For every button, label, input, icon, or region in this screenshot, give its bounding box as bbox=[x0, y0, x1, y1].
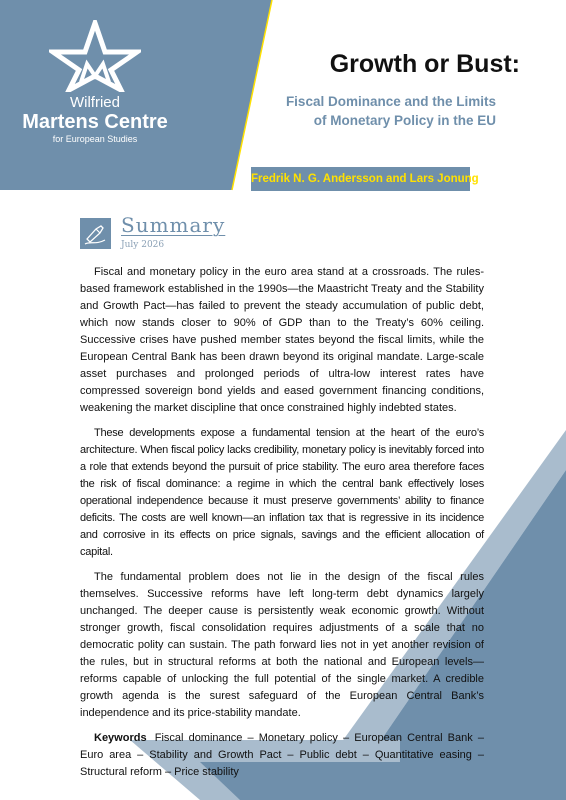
subtitle-line-1: Fiscal Dominance and the Limits bbox=[285, 94, 496, 109]
martens-centre-logo[interactable] bbox=[20, 20, 170, 145]
summary-body bbox=[80, 264, 484, 789]
summary-date: July 2026 bbox=[121, 240, 165, 250]
pen-nib-icon bbox=[80, 218, 111, 249]
document-subtitle bbox=[260, 92, 496, 130]
keywords bbox=[80, 730, 484, 781]
subtitle-line-2: of Monetary Policy in the EU bbox=[313, 113, 496, 128]
authors-banner: Fredrik N. G. Andersson and Lars Jonung bbox=[251, 167, 470, 191]
keywords-text: Fiscal dominance – Monetary policy – European Central Bank – Euro area – Stability and Growth Pact – Public debt – Quantitative easing – Structural reform – Price stability bbox=[80, 732, 484, 778]
keywords-label: Keywords bbox=[94, 732, 147, 744]
logo-line-2: Martens Centre bbox=[22, 111, 168, 133]
logo-line-1: Wilfried bbox=[69, 94, 120, 111]
logo-line-3: for European Studies bbox=[52, 134, 138, 144]
summary-paragraph-1: Fiscal and monetary policy in the euro area stand at a crossroads. The rules-based framework established in the 1990s—the Maastricht Treaty and the Stability and Growth Pact—has failed to prevent the steady accumulation of public debt, which now stands closer to 90% of GDP than to the Treaty’s 60% ceiling. Successive crises have pushed member states beyond the fiscal limits, while the European Central Bank has been drawn beyond its original mandate. Large-scale asset purchases and prolonged periods of ultra-low interest rates have compressed sovereign bond yields and eased government financing conditions, weakening the market discipline that once constrained highly indebted states. bbox=[80, 266, 484, 414]
star-m-logo-icon bbox=[49, 20, 141, 92]
summary-heading: Summary bbox=[121, 213, 226, 237]
document-title: Growth or Bust: bbox=[329, 50, 520, 78]
summary-paragraph-3: The fundamental problem does not lie in the design of the fiscal rules themselves. Successive reforms have left long-term debt dynamics largely unchanged. The deeper cause is persistently weak economic growth. Without stronger growth, fiscal consolidation requires adjustments of a scale that no democratic polity can sustain. The path forward lies not in yet another revision of the rules, but in structural reforms at both the national and European levels—reforms capable of unlocking the full potential of the single market. A credible growth agenda is the surest safeguard of the European Central Bank’s independence and its price-stability mandate. bbox=[80, 571, 484, 719]
summary-paragraph-2: These developments expose a fundamental tension at the heart of the euro’s architecture. When fiscal policy lacks credibility, monetary policy is inevitably forced into a role that extends beyond the pursuit of price stability. The euro area therefore faces the risk of fiscal dominance: a regime in which the central bank effectively loses operational independence because it must preserve governments’ ability to finance deficits. The costs are well known—an inflation tax that is regressive in its incidence and corrosive in its effects on price signals, savings and the efficient allocation of capital. bbox=[80, 427, 484, 558]
